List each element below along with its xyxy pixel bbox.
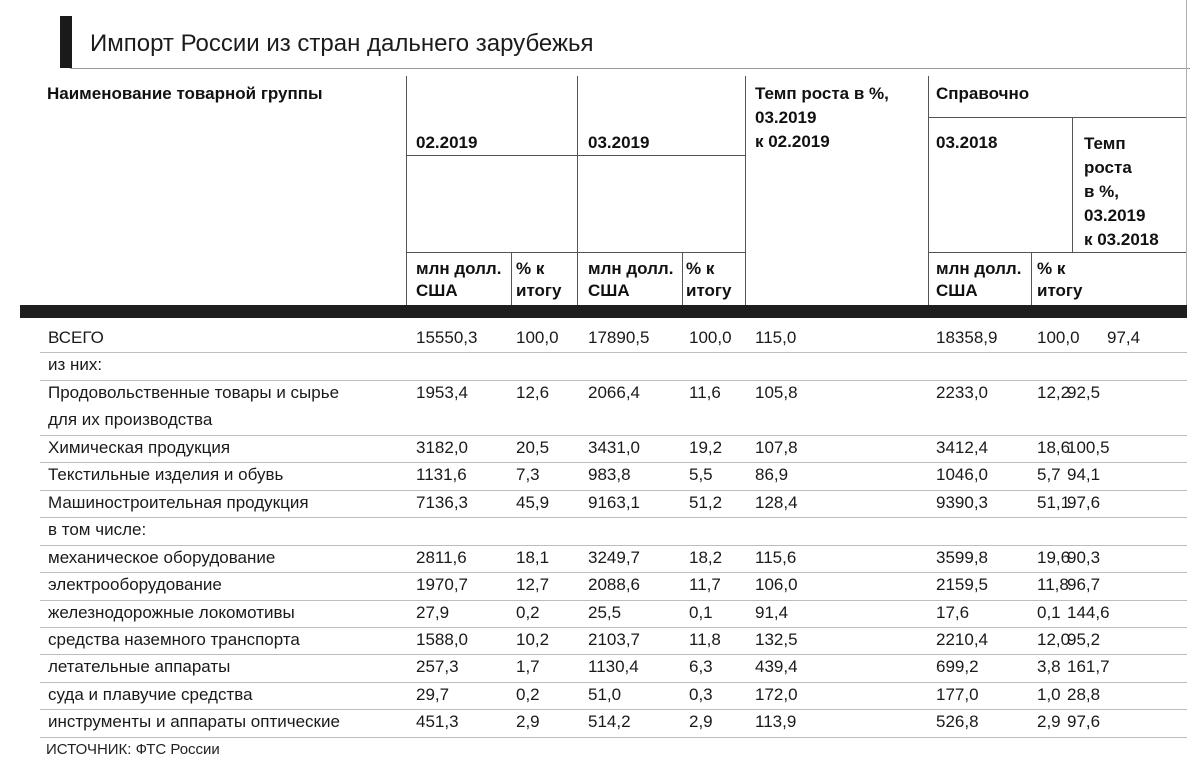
table-cell: 18358,9 xyxy=(936,328,998,347)
table-cell: 86,9 xyxy=(755,465,789,485)
row-label: из них: xyxy=(48,355,103,375)
header-share-3-line-2: итогу xyxy=(1037,281,1083,300)
table-cell: 105,8 xyxy=(755,382,798,402)
table-cell: 10,2 xyxy=(516,629,550,649)
header-grid-line xyxy=(928,252,1186,253)
table-cell: 107,8 xyxy=(755,437,798,457)
row-divider xyxy=(40,627,1187,628)
header-share-1-line-1: % к xyxy=(516,259,545,278)
table-cell: 2088,6 xyxy=(588,575,640,595)
table-cell: 51,2 xyxy=(689,492,723,512)
table-cell: 161,7 xyxy=(1067,657,1110,677)
table-cell: 439,4 xyxy=(755,657,798,677)
table-cell: 97,4 xyxy=(1107,328,1141,347)
table-cell: 177,0 xyxy=(936,684,979,704)
header-growth2-line-3: в %, xyxy=(1084,182,1120,201)
table-cell: 2,9 xyxy=(516,712,540,732)
row-divider xyxy=(40,682,1187,683)
table-cell: 3249,7 xyxy=(588,547,640,567)
header-grid-line xyxy=(928,76,929,306)
table-cell: 0,2 xyxy=(516,684,540,704)
row-label: Текстильные изделия и обувь xyxy=(48,465,284,485)
header-thick-rule xyxy=(20,305,1187,318)
table-cell: 451,3 xyxy=(416,712,459,732)
table-cell: 25,5 xyxy=(588,602,622,622)
header-growth-line-3: к 02.2019 xyxy=(755,132,830,151)
header-growth2-line-1: Темп xyxy=(1084,134,1126,153)
header-grid-line xyxy=(1072,117,1073,252)
table-cell: 29,7 xyxy=(416,684,450,704)
table-cell: 18,2 xyxy=(689,547,723,567)
header-period-3: 03.2018 xyxy=(936,133,998,152)
table-cell: 257,3 xyxy=(416,657,459,677)
header-unit-2-line-2: США xyxy=(588,281,630,300)
header-grid-line xyxy=(1031,252,1032,306)
table-cell: 9390,3 xyxy=(936,492,988,512)
table-cell: 51,0 xyxy=(588,684,622,704)
table-cell: 1970,7 xyxy=(416,575,468,595)
table-cell: 94,1 xyxy=(1067,465,1101,485)
table-cell: 12,2 xyxy=(1037,382,1071,402)
source-note: ИСТОЧНИК: ФТС России xyxy=(46,741,220,758)
table-cell: 1953,4 xyxy=(416,382,468,402)
row-divider xyxy=(40,572,1187,573)
table-cell: 9163,1 xyxy=(588,492,640,512)
table-cell: 115,0 xyxy=(755,328,797,347)
table-cell: 2233,0 xyxy=(936,382,988,402)
row-divider xyxy=(40,737,1187,738)
table-cell: 106,0 xyxy=(755,575,798,595)
header-share-1-line-2: итогу xyxy=(516,281,562,300)
table-cell: 90,3 xyxy=(1067,547,1101,567)
header-period-1: 02.2019 xyxy=(416,133,478,152)
header-growth-line-2: 03.2019 xyxy=(755,108,817,127)
header-share-3-line-1: % к xyxy=(1037,259,1066,278)
row-label: Химическая продукция xyxy=(48,437,231,457)
header-unit-3-line-2: США xyxy=(936,281,978,300)
row-divider xyxy=(40,462,1187,463)
row-label: Машиностроительная продукция xyxy=(48,492,309,512)
table-cell: 11,8 xyxy=(1037,575,1069,595)
table-cell: 95,2 xyxy=(1067,629,1101,649)
table-cell: 1,0 xyxy=(1037,684,1061,704)
row-divider xyxy=(40,709,1187,710)
table-cell: 28,8 xyxy=(1067,684,1101,704)
table-cell: 699,2 xyxy=(936,657,979,677)
table-cell: 2103,7 xyxy=(588,629,640,649)
header-reference: Справочно xyxy=(936,84,1030,103)
table-cell: 172,0 xyxy=(755,684,798,704)
table-cell: 5,5 xyxy=(689,465,713,485)
table-cell: 11,7 xyxy=(689,575,721,595)
row-label: инструменты и аппараты оптические xyxy=(48,712,340,732)
header-share-2-line-1: % к xyxy=(686,259,715,278)
table-cell: 20,5 xyxy=(516,437,550,457)
table-cell: 92,5 xyxy=(1067,382,1101,402)
header-growth2-line-4: 03.2019 xyxy=(1084,206,1146,225)
table-cell: 12,7 xyxy=(516,575,550,595)
row-label: для их производства xyxy=(48,410,213,430)
row-label: суда и плавучие средства xyxy=(48,684,253,704)
table-cell: 100,0 xyxy=(689,328,732,347)
table-cell: 514,2 xyxy=(588,712,631,732)
table-cell: 113,9 xyxy=(755,712,797,732)
table-title: Импорт России из стран дальнего зарубежья xyxy=(90,30,594,57)
row-divider xyxy=(40,517,1187,518)
table-right-border xyxy=(1186,0,1187,306)
table-cell: 2811,6 xyxy=(416,547,467,567)
header-grid-line xyxy=(577,76,578,306)
table-cell: 51,1 xyxy=(1037,492,1071,512)
table-cell: 2,9 xyxy=(1037,712,1061,732)
row-label: электрооборудование xyxy=(48,575,222,595)
table-cell: 1046,0 xyxy=(936,465,988,485)
table-cell: 2210,4 xyxy=(936,629,988,649)
row-label: средства наземного транспорта xyxy=(48,629,300,649)
header-grid-line xyxy=(682,252,683,306)
table-cell: 97,6 xyxy=(1067,492,1101,512)
header-unit-1-line-1: млн долл. xyxy=(416,259,502,278)
table-cell: 115,6 xyxy=(755,547,797,567)
header-grid-line xyxy=(511,252,512,306)
header-period-2: 03.2019 xyxy=(588,133,650,152)
table-cell: 132,5 xyxy=(755,629,798,649)
table-cell: 96,7 xyxy=(1067,575,1101,595)
table-cell: 983,8 xyxy=(588,465,631,485)
table-cell: 11,6 xyxy=(689,382,721,402)
table-cell: 526,8 xyxy=(936,712,979,732)
table-cell: 97,6 xyxy=(1067,712,1101,732)
table-cell: 3182,0 xyxy=(416,437,468,457)
row-label: в том числе: xyxy=(48,520,147,540)
table-cell: 91,4 xyxy=(755,602,789,622)
table-cell: 100,5 xyxy=(1067,437,1110,457)
table-cell: 1131,6 xyxy=(416,465,467,485)
title-accent-bar xyxy=(60,16,72,68)
table-cell: 1588,0 xyxy=(416,629,468,649)
table-cell: 27,9 xyxy=(416,602,450,622)
table-cell: 45,9 xyxy=(516,492,550,512)
header-unit-2-line-1: млн долл. xyxy=(588,259,674,278)
header-grid-line xyxy=(406,76,407,306)
table-cell: 0,2 xyxy=(516,602,540,622)
header-unit-3-line-1: млн долл. xyxy=(936,259,1022,278)
table-cell: 7136,3 xyxy=(416,492,468,512)
table-cell: 128,4 xyxy=(755,492,798,512)
row-divider xyxy=(40,490,1187,491)
table-cell: 0,1 xyxy=(689,602,713,622)
table-cell: 0,1 xyxy=(1037,602,1061,622)
row-label: железнодорожные локомотивы xyxy=(48,602,295,622)
header-unit-1-line-2: США xyxy=(416,281,458,300)
row-divider xyxy=(40,654,1187,655)
table-cell: 3412,4 xyxy=(936,437,988,457)
table-cell: 15550,3 xyxy=(416,328,478,347)
table-cell: 144,6 xyxy=(1067,602,1110,622)
table-cell: 7,3 xyxy=(516,465,540,485)
header-name: Наименование товарной группы xyxy=(47,84,323,103)
header-grid-line xyxy=(928,117,1186,118)
row-divider xyxy=(40,545,1187,546)
row-label: ВСЕГО xyxy=(48,328,104,347)
header-growth2-line-2: роста xyxy=(1084,158,1132,177)
table-cell: 3,8 xyxy=(1037,657,1061,677)
table-cell: 12,6 xyxy=(516,382,550,402)
table-cell: 1130,4 xyxy=(588,657,639,677)
table-cell: 5,7 xyxy=(1037,465,1061,485)
title-rule xyxy=(70,68,1190,69)
header-grid-line xyxy=(406,155,745,156)
header-share-2-line-2: итогу xyxy=(686,281,732,300)
table-cell: 0,3 xyxy=(689,684,713,704)
table-cell: 3599,8 xyxy=(936,547,988,567)
table-cell: 19,2 xyxy=(689,437,723,457)
table-cell: 18,1 xyxy=(516,547,550,567)
row-label: механическое оборудование xyxy=(48,547,276,567)
table-cell: 1,7 xyxy=(516,657,540,677)
row-divider xyxy=(40,352,1187,353)
title-bar xyxy=(60,16,1194,68)
table-cell: 18,6 xyxy=(1037,437,1071,457)
table-cell: 19,6 xyxy=(1037,547,1071,567)
row-divider xyxy=(40,380,1187,381)
header-grid-line xyxy=(745,76,746,306)
row-divider xyxy=(40,600,1187,601)
table-cell: 11,8 xyxy=(689,629,721,649)
row-label: Продовольственные товары и сырье xyxy=(48,382,340,402)
table-cell: 2066,4 xyxy=(588,382,640,402)
table-cell: 2159,5 xyxy=(936,575,988,595)
table-cell: 3431,0 xyxy=(588,437,640,457)
table-cell: 2,9 xyxy=(689,712,713,732)
table-cell: 100,0 xyxy=(1037,328,1080,347)
table-cell: 17890,5 xyxy=(588,328,650,347)
row-label: летательные аппараты xyxy=(48,657,231,677)
row-divider xyxy=(40,435,1187,436)
table-cell: 6,3 xyxy=(689,657,713,677)
header-growth2-line-5: к 03.2018 xyxy=(1084,230,1159,249)
table-cell: 12,0 xyxy=(1037,629,1071,649)
header-grid-line xyxy=(406,252,745,253)
table-cell: 17,6 xyxy=(936,602,970,622)
header-growth-line-1: Темп роста в %, xyxy=(755,84,889,103)
table-cell: 100,0 xyxy=(516,328,559,347)
